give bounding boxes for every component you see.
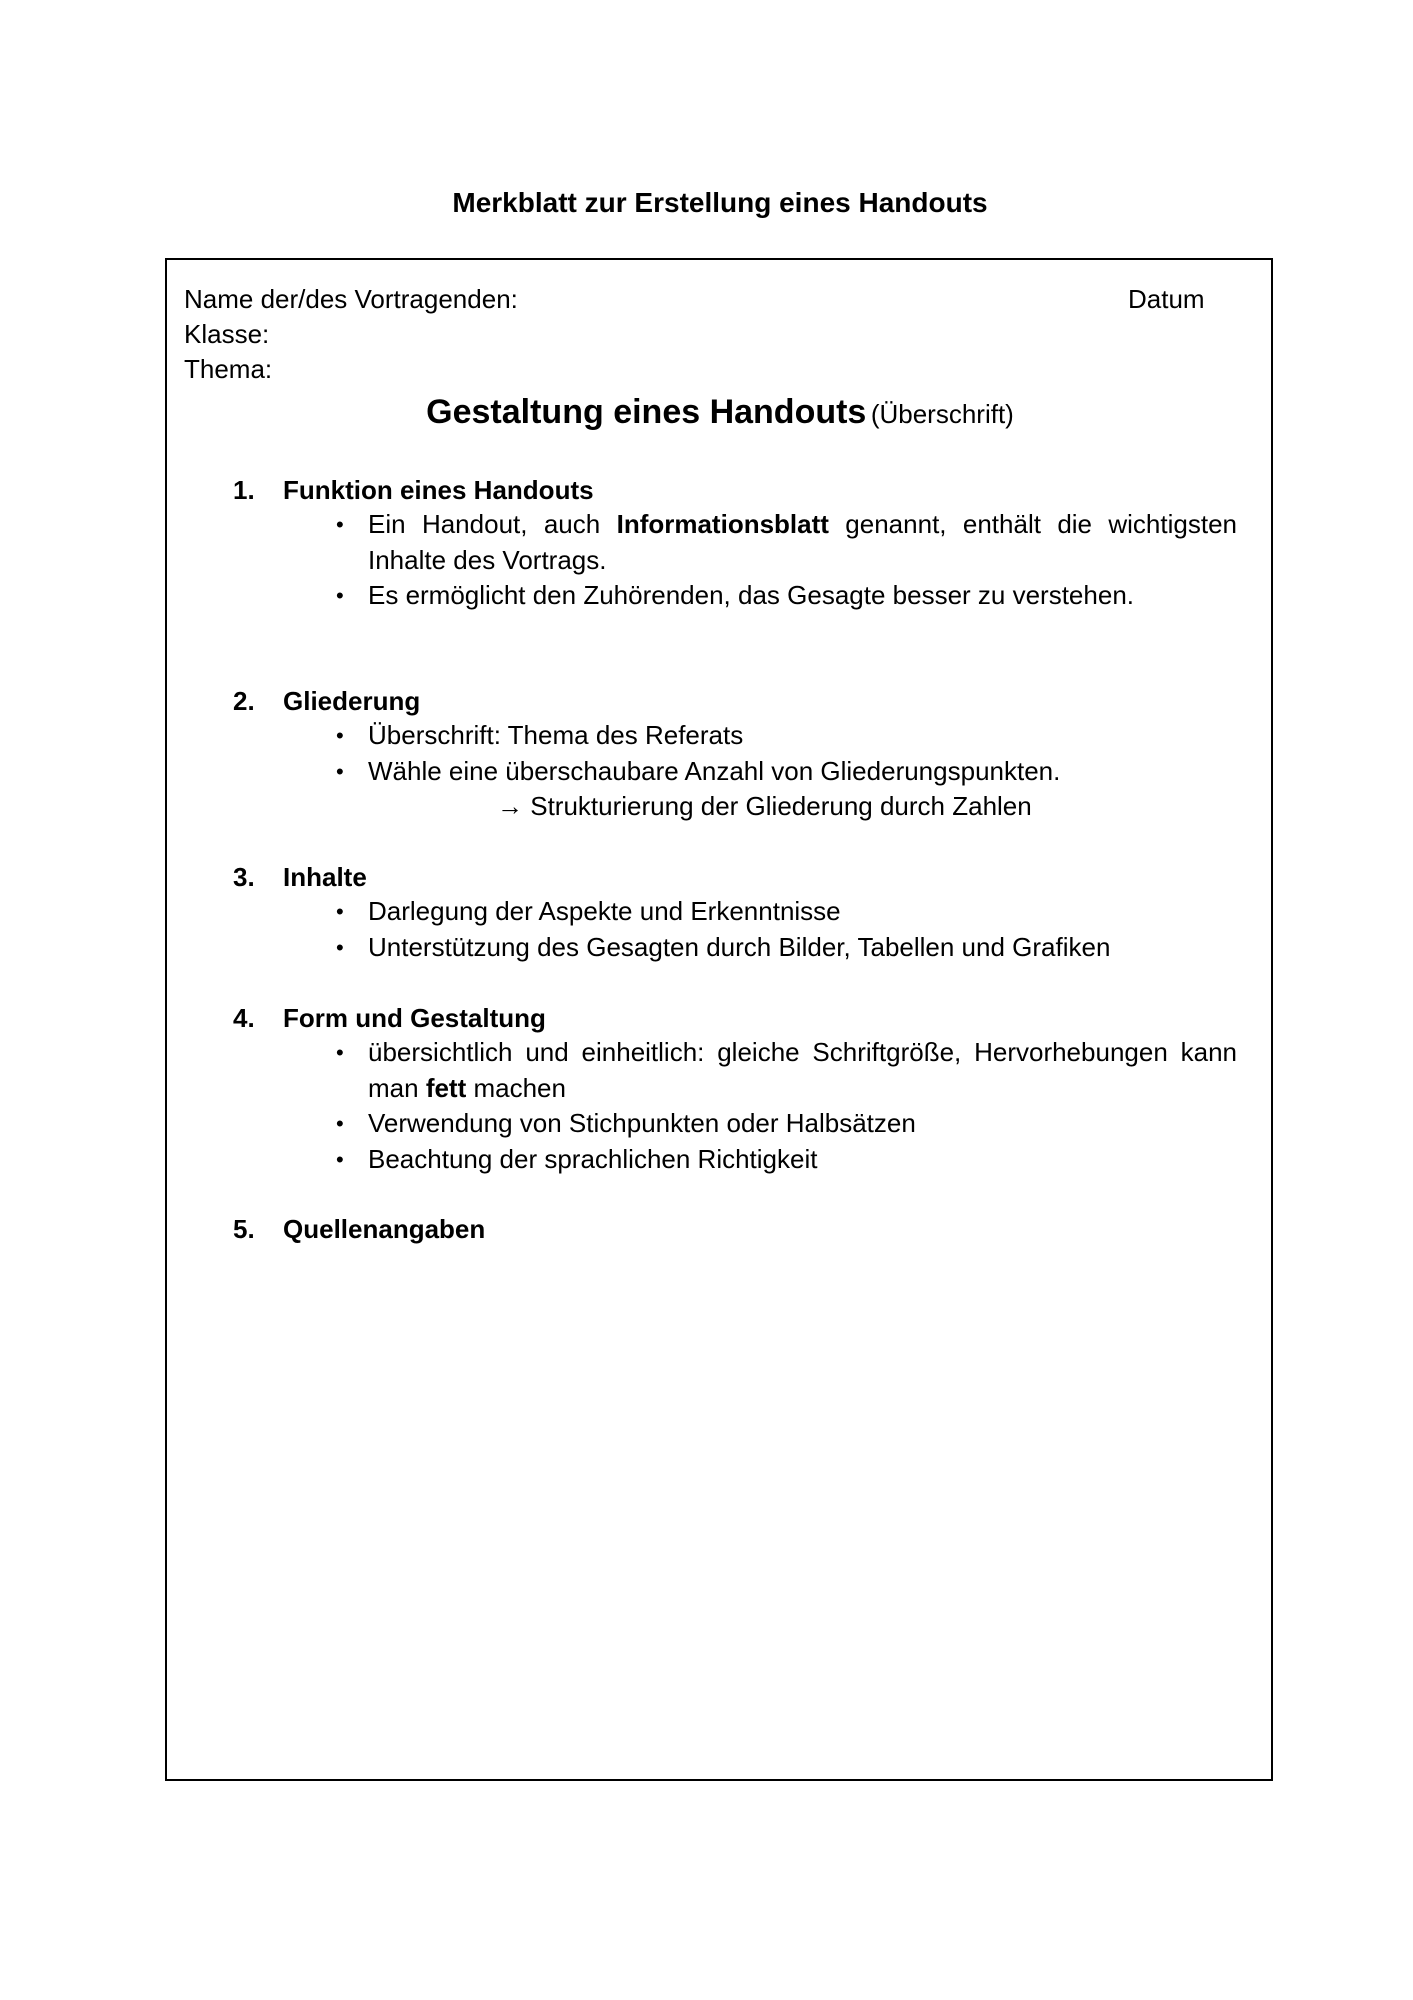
- bullet-icon: •: [336, 1111, 344, 1136]
- list-item: [334, 718, 1237, 754]
- bullet-text: übersichtlich und einheitlich: gleiche Schriftgröße, Hervorhebungen kann man: [368, 1037, 1237, 1103]
- list-item: [334, 578, 1237, 614]
- bullet-text: Ein Handout, auch: [368, 509, 617, 539]
- bullet-text: Beachtung der sprachlichen Richtigkeit: [368, 1143, 818, 1174]
- section-title: Quellenangaben: [283, 1214, 486, 1244]
- bullet-text: machen: [466, 1072, 566, 1103]
- bullet-text: Unterstützung des Gesagten durch Bilder, Tabellen und Grafiken: [368, 931, 1111, 962]
- list-item: [334, 1106, 1237, 1142]
- list-item: [334, 894, 1237, 930]
- heading-main: Gestaltung eines Handouts: [426, 393, 867, 431]
- section-title: Funktion eines Handouts: [283, 475, 594, 505]
- bullet-icon: •: [336, 512, 344, 537]
- section-number: 2.: [233, 686, 255, 716]
- bullet-text: Verwendung von Stichpunkten oder Halbsätzen: [368, 1108, 916, 1138]
- bullet-icon: •: [336, 899, 344, 924]
- bullet-bold-text: Informationsblatt: [616, 509, 829, 539]
- section-number: 4.: [233, 1003, 255, 1033]
- list-item: [334, 930, 1237, 966]
- bullet-icon: •: [336, 583, 344, 608]
- section-title: Form und Gestaltung: [283, 1003, 546, 1033]
- section-3-bullets: [334, 894, 1237, 965]
- bullet-icon: •: [336, 934, 344, 960]
- datum-label: Datum: [1128, 284, 1205, 314]
- thema-label: Thema:: [184, 354, 273, 384]
- bullet-text: Überschrift: Thema des Referats: [368, 720, 744, 750]
- handout-heading: [0, 388, 1413, 443]
- list-item: [334, 754, 1237, 790]
- meta-block: [184, 282, 518, 387]
- heading-sub: (Überschrift): [870, 399, 1014, 429]
- bullet-icon: •: [336, 1146, 344, 1172]
- bullet-text: Es ermöglicht den Zuhörenden, das Gesagte besser zu verstehen.: [368, 580, 1134, 610]
- page-title: Merkblatt zur Erstellung eines Handouts: [452, 187, 988, 218]
- bullet-text: Wähle eine überschaubare Anzahl von Gliederungspunkten.: [368, 755, 1061, 786]
- section-4-bullets: [334, 1035, 1237, 1177]
- bullet-icon: •: [336, 1040, 344, 1065]
- bullet-text: genannt, enthält die wichtigsten Inhalte des Vortrags.: [368, 509, 1237, 575]
- section-number: 5.: [233, 1214, 255, 1244]
- list-item: [334, 507, 1237, 578]
- section-title: Inhalte: [283, 862, 367, 892]
- name-label: Name der/des Vortragenden:: [184, 284, 518, 314]
- list-item: [334, 1142, 1237, 1178]
- section-2-bullets: [334, 718, 1237, 789]
- bullet-icon: •: [336, 758, 344, 784]
- section-title: Gliederung: [283, 686, 421, 716]
- section-1-bullets: [334, 507, 1237, 614]
- bullet-bold-text: fett: [425, 1072, 467, 1103]
- list-item: [334, 1035, 1237, 1106]
- section-number: 1.: [233, 475, 255, 505]
- arrow-note: → Strukturierung der Gliederung durch Zahlen: [497, 791, 1032, 821]
- section-number: 3.: [233, 862, 255, 892]
- bullet-icon: •: [336, 723, 344, 748]
- klasse-label: Klasse:: [184, 319, 270, 349]
- bullet-text: Darlegung der Aspekte und Erkenntnisse: [368, 896, 841, 926]
